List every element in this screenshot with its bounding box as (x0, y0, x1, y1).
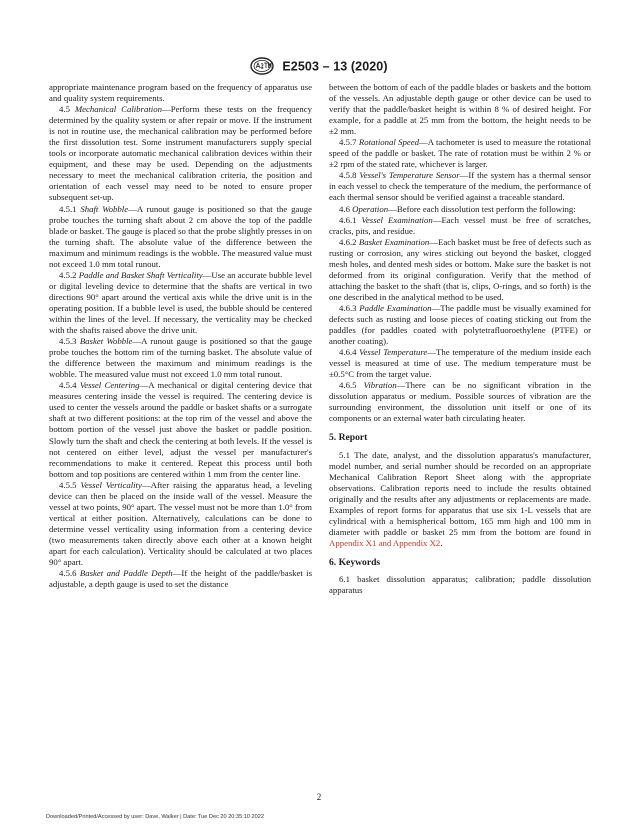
paragraph-text: A runout gauge is positioned so that the gauge probe touches the turning shaft about 2 cm above the top of the paddle blade or basket. The gauge is placed so that the probe slightly presses in on the turning shaft. The absolute value of the difference between the maximum and minimum readings is the wobble. The measured value must not exceed 1.0 mm total runout. (49, 203, 313, 269)
paragraph: 4.5.4 Vessel Centering—A mechanical or digital centering device that measures centering inside the vessel is required. The centering device is used to center the vessels around the paddle or basket shafts or a surrogate shaft at two different positions: at the top rim of the vessel and above the bottom portion of the vessel just above the basket or paddle position. Slowly turn the shaft and check the centering at both levels. If the vessel is not centered on either level, adjust the vessel per manufacturer's recommendations to make it centered. Repeat this process until both bottom and top positions are centered within 1 mm from the center line. (49, 380, 313, 479)
paragraph: 4.6.2 Basket Examination—Each basket must be free of defects such as rusting or corrosion, any wires sticking out beyond the basket, clogged mesh holes, and dented mesh sides or bottom. Make sure the basket is not deformed from its original configuration. Verify that the method of attaching the basket to the shaft (that is, clips, O-rings, and so forth) is the one described in the analytical method to be used. (329, 236, 591, 302)
paragraph-text: A mechanical or digital centering device that measures centering inside the vessel is required. The centering device is used to center the vessels around the paddle or basket shafts or a surrogate shaft at two different positions: at the top rim of the vessel and above the bottom portion of the vessel just above the basket or paddle position. Slowly turn the shaft and check the centering at both levels. If the vessel is not centered on either level, adjust the vessel per manufacturer's recommendations to make it centered. Repeat this process until both bottom and top positions are centered within 1 mm from the center line. (49, 380, 313, 479)
section-title: Paddle and Basket Shaft Verticality (78, 269, 203, 280)
section-number: 4.6.5 (339, 380, 357, 391)
paragraph: 4.5 Mechanical Calibration—Perform these tests on the frequency determined by the quality system or after repair or move. If the instrument is not in routine use, the mechanical calibration may be performed before the first dissolution test. Some instrument manufacturers supply special tools or incorporate automatic mechanical calibration devices within their equipment, and these may be used. Depending on the adjustments necessary to meet the mechanical calibration criteria, the position and orientation of each vessel may need to be noted to ensure proper subsequent set-up. (49, 104, 312, 203)
section-title: Basket Wobble (79, 336, 133, 347)
paragraph (329, 574, 591, 596)
page-header (0, 57, 638, 75)
paragraph-text: between the bottom of each of the paddle blades or baskets and the bottom of the vessels. An adjustable depth gauge or other device can be used to verify that the paddle/basket height is within 8 % of desired height. For example, for a paddle at 25 mm from the bottom, the height needs to be ±2 mm. (329, 82, 591, 137)
paragraph: 4.5.8 Vessel's Temperature Sensor—If the system has a thermal sensor in each vessel to check the temperature of the medium, the performance of each thermal sensor should be verified against a traceable standard. (329, 170, 591, 203)
paragraph-text: If the system has a thermal sensor in each vessel to check the temperature of the medium, the performance of each thermal sensor should be verified against a traceable standard. (329, 170, 591, 203)
download-footer: Downloaded/Printed/Accessed by user: Dave, Walker | Date: Tue Dec 20 20:35:10 2022 (46, 814, 264, 820)
section-number: 4.6.1 (339, 214, 357, 225)
section-title: Vibration (363, 380, 397, 391)
paragraph: 4.5.3 Basket Wobble—A runout gauge is positioned so that the gauge probe touches the bottom rim of the turning basket. The absolute value of the difference between the maximum and minimum readings is the wobble. The measured value must not exceed 1.0 mm total runout. (49, 336, 313, 380)
paragraph: 4.6 Operation—Before each dissolution test perform the following: (339, 203, 576, 214)
section-heading: 6. Keywords (329, 556, 381, 568)
section-number: 4.6.4 (339, 347, 357, 358)
page-number: 2 (316, 792, 322, 802)
section-number: 4.5 (59, 104, 70, 115)
paragraph-text: After raising the apparatus head, a leveling device can then be placed on the inside wall of the vessel. Measure the vessel at two points, 90° apart. The vessel must not be more than 1.0° from vertical at either position. Alternatively, calculations can be done to determine vessel verticality using information from a centering device (two measurements taken directly above each other at a known height apart for each calculation). Verticality should be calculated at two places 90° apart. (49, 479, 312, 568)
appendix-link[interactable]: Appendix X1 and Appendix X2 (329, 537, 441, 548)
section-number: 4.6 (339, 203, 350, 214)
paragraph-text: A tachometer is used to measure the rotational speed of the paddle or basket. The rate of rotation must be within 2 % or ±2 rpm of the stated rate, whichever is larger. (329, 137, 591, 170)
section-title: Operation (352, 203, 389, 214)
section-number: 4.5.7 (339, 137, 357, 148)
section-title: Vessel Centering (79, 380, 140, 391)
paragraph-text: Each basket must be free of defects such as rusting or corrosion, any wires sticking out beyond the basket, clogged mesh holes, and dented mesh sides or bottom. Make sure the basket is not deformed from its original configuration. Verify that the method of attaching the basket to the shaft (that is, clips, O-rings, and so forth) is the one described in the analytical method to be used. (329, 236, 591, 302)
paragraph: 4.5.2 Paddle and Basket Shaft Verticality—Use an accurate bubble level or digital leveling device to determine that the shafts are vertical in two directions 90° apart around the vertical axis while the drive unit is in the operating position. If a bubble level is used, the bubble should be centered within the lines of the level. If necessary, the verticality may be checked with the shafts raised above the drive unit. (49, 269, 313, 336)
paragraph-text: Before each dissolution test perform the following: (396, 203, 576, 214)
section-number: 4.6.3 (339, 302, 357, 313)
section-number: 4.5.5 (59, 479, 77, 490)
section-number: 4.5.8 (339, 170, 357, 181)
section-title: Basket Examination (358, 236, 430, 247)
paragraph-text: A runout gauge is positioned so that the gauge probe touches the bottom rim of the turning basket. The absolute value of the difference between the maximum and minimum readings is the wobble. The measured value must not exceed 1.0 mm total runout. (49, 336, 313, 380)
paragraph-text: basket dissolution apparatus; calibration; paddle dissolution apparatus (329, 573, 591, 596)
section-title: Mechanical Calibration (74, 104, 162, 115)
paragraph: 4.6.5 Vibration—There can be no significant vibration in the dissolution apparatus or medium. Possible sources of vibration are the surrounding environment, the dissolution unit itself or one of its components or an external water bath circulating heater. (329, 380, 592, 424)
paragraph-text: The paddle must be visually examined for defects such as rusting and loose pieces of coating sticking out from the paddles (for paddles coated with polytetrafluoroethylene (PTFE) or another coating). (329, 302, 591, 347)
section-title: Basket and Paddle Depth (79, 568, 173, 579)
astm-logo-icon (250, 57, 274, 75)
right-column (329, 82, 591, 596)
document-designation: E2503 – 13 (2020) (282, 59, 388, 74)
paragraph: 4.5.7 Rotational Speed—A tachometer is used to measure the rotational speed of the paddle or basket. The rate of rotation must be within 2 % or ±2 rpm of the stated rate, whichever is larger. (329, 137, 591, 170)
paragraph: 4.6.1 Vessel Examination—Each vessel must be free of scratches, cracks, pits, and residue. (329, 214, 591, 236)
paragraph-text: Perform these tests on the frequency determined by the quality system or after repair or move. If the instrument is not in routine use, the mechanical calibration may be performed before the first dissolution test. Some instrument manufacturers supply special tools or incorporate automatic mechanical calibration devices within their equipment, and these may be used. Depending on the adjustments necessary to meet the mechanical calibration criteria, the position and orientation of each vessel may need to be noted to ensure proper subsequent set-up. (49, 104, 312, 203)
paragraph-text: If the height of the paddle/basket is adjustable, a depth gauge is used to set the distance (49, 568, 313, 590)
paragraph (329, 450, 591, 549)
section-heading: 5. Report (329, 432, 368, 444)
paragraph-text: Each vessel must be free of scratches, cracks, pits, and residue. (329, 214, 591, 236)
section-title: Vessel Examination (361, 214, 433, 225)
paragraph (329, 82, 591, 137)
paragraph-text: The date, analyst, and the dissolution apparatus's manufacturer, model number, and serial number should be recorded on an appropriate Mechanical Calibration Report Sheet along with the appropriate observations. Calibration reports need to include the results obtained originally and the results after any adjustments or replacements are made. Examples of report forms for apparatus that use six 1-L vessels that are cylindrical with a hemispherical bottom, 165 mm high and 100 mm in diameter with paddle or basket 25 mm from the bottom are found in (329, 449, 592, 537)
paragraph-text: The temperature of the medium inside each vessel is measured at time of use. The medium temperature must be ±0.5°C from the target value. (329, 347, 591, 380)
section-title: Vessel's Temperature Sensor (359, 170, 460, 181)
paragraph: 4.6.3 Paddle Examination—The paddle must be visually examined for defects such as rusting and loose pieces of coating sticking out from the paddles (for paddles coated with polytetrafluoroethylene (PTFE) or another coating). (329, 302, 591, 347)
section-title: Paddle Examination (359, 302, 432, 313)
paragraph: 4.5.5 Vessel Verticality—After raising the apparatus head, a leveling device can then be placed on the inside wall of the vessel. Measure the vessel at two points, 90° apart. The vessel must not be more than 1.0° from vertical at either position. Alternatively, calculations can be done to determine vessel verticality using information from a centering device (two measurements taken directly above each other at a known height apart for each calculation). Verticality should be calculated at two places 90° apart. (49, 479, 312, 568)
paragraph (49, 82, 312, 104)
paragraph: 4.5.6 Basket and Paddle Depth—If the height of the paddle/basket is adjustable, a depth gauge is used to set the distance (49, 568, 313, 590)
section-number: 4.5.4 (59, 380, 77, 391)
paragraph-tail: . (440, 537, 443, 548)
section-title: Rotational Speed (358, 137, 420, 148)
section-title: Shaft Wobble (80, 203, 129, 214)
paragraph: 4.6.4 Vessel Temperature—The temperature of the medium inside each vessel is measured at time of use. The medium temperature must be ±0.5°C from the target value. (329, 347, 591, 380)
section-number: 4.5.2 (59, 269, 77, 280)
section-title: Vessel Verticality (80, 479, 142, 490)
section-number: 6.1 (339, 573, 350, 584)
section-number: 4.5.1 (59, 203, 77, 214)
section-number: 4.6.2 (339, 236, 357, 247)
left-column (49, 82, 312, 590)
paragraph-text: Use an accurate bubble level or digital leveling device to determine that the shafts are vertical in two directions 90° apart around the vertical axis while the drive unit is in the operating position. If a bubble level is used, the bubble should be centered within the lines of the level. If necessary, the verticality may be checked with the shafts raised above the drive unit. (49, 269, 313, 336)
paragraph: 4.5.1 Shaft Wobble—A runout gauge is positioned so that the gauge probe touches the turning shaft about 2 cm above the top of the paddle blade or basket. The gauge is placed so that the probe slightly presses in on the turning shaft. The absolute value of the difference between the maximum and minimum readings is the wobble. The measured value must not exceed 1.0 mm total runout. (49, 203, 313, 269)
paragraph-text: There can be no significant vibration in the dissolution apparatus or medium. Possible sources of vibration are the surrounding environment, the dissolution unit itself or one of its components or an external water bath circulating heater. (329, 380, 592, 424)
paragraph-text: appropriate maintenance program based on the frequency of apparatus use and quality system requirements. (49, 82, 312, 104)
section-number: 5.1 (339, 449, 350, 460)
section-number: 4.5.3 (59, 336, 77, 347)
section-number: 4.5.6 (59, 568, 77, 579)
section-title: Vessel Temperature (359, 347, 428, 358)
